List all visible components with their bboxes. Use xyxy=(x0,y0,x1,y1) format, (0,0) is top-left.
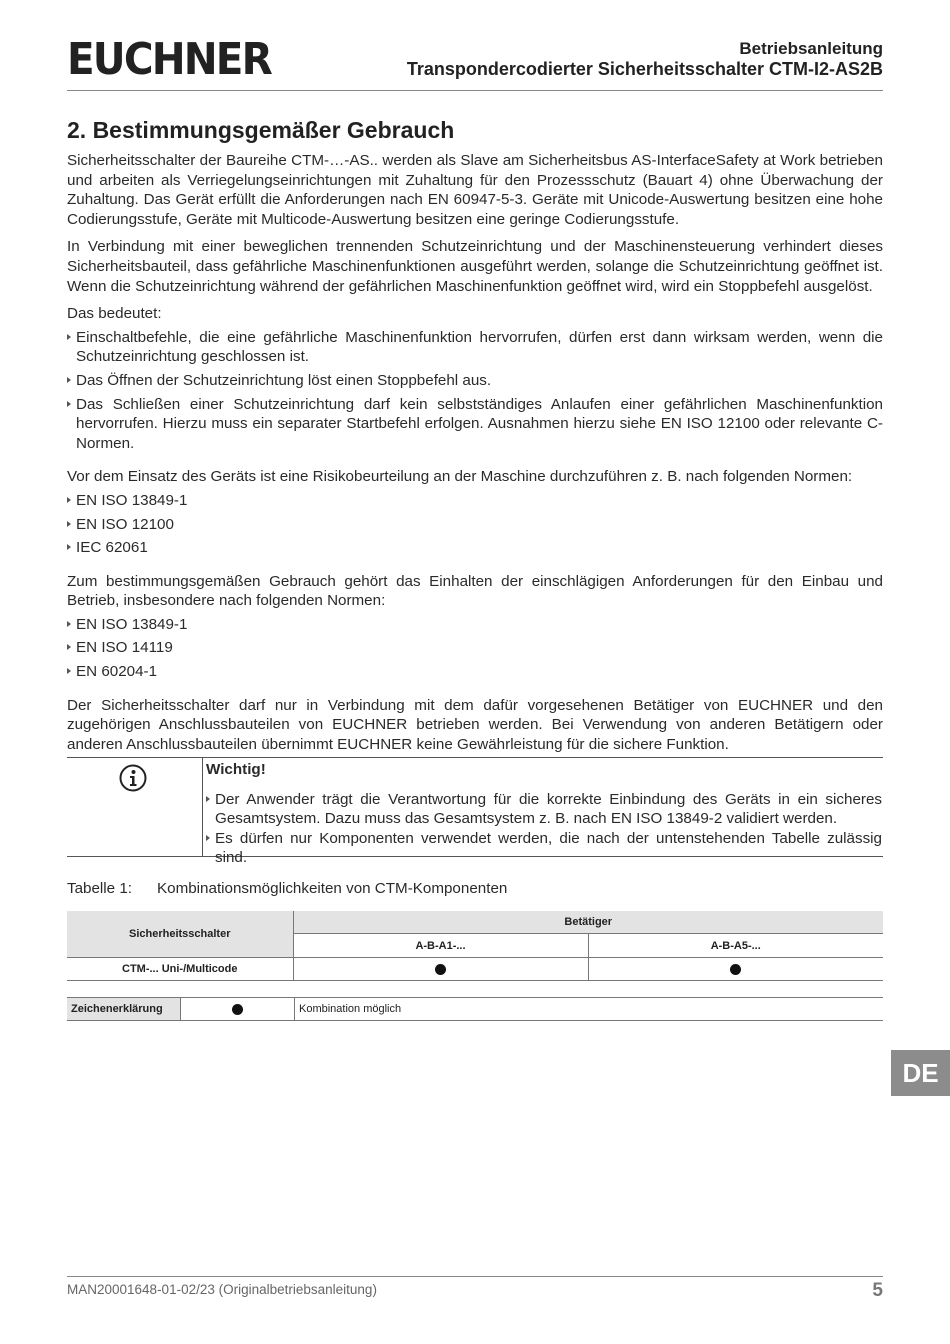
paragraph: Das bedeutet: xyxy=(67,305,162,323)
header-actuator-1: A-B-A1-... xyxy=(293,934,588,958)
list-item: Das Schließen einer Schutzeinrichtung darf kein selbstständiges Anlaufen einer gefährlichen Maschinenfunktion hervorrufen. Hierzu muss ein separater Startbefehl erfolgen. Ausnahmen hierzu siehe EN ISO 12100 oder relevante C-Normen. xyxy=(67,395,883,454)
footer-doc-id: MAN20001648-01-02/23 (Originalbetriebsanleitung) xyxy=(67,1282,377,1297)
notice-icon-cell xyxy=(67,758,203,856)
list-item: EN 60204-1 xyxy=(67,662,883,682)
company-logo: EUCHNER xyxy=(67,34,271,85)
notice-list xyxy=(206,790,882,868)
installation-standards-list xyxy=(67,615,883,682)
legend-table xyxy=(67,997,883,1021)
section-body xyxy=(67,151,883,762)
doc-type: Betriebsanleitung xyxy=(739,39,883,58)
legend-symbol-cell xyxy=(181,998,295,1021)
header-actuator: Betätiger xyxy=(293,911,883,934)
risk-standards-list xyxy=(67,491,883,558)
list-item: Der Anwender trägt die Verantwortung für die korrekte Einbindung des Geräts in ein sicheres Gesamtsystem. Dazu muss das Gesamtsystem z. B. nach EN ISO 13849-2 validiert werden. xyxy=(206,790,882,829)
legend-label: Zeichenerklärung xyxy=(67,998,181,1021)
paragraph: Der Sicherheitsschalter darf nur in Verbindung mit dem dafür vorgesehenen Betätiger von EUCHNER und den zugehörigen Anschlussbauteilen von EUCHNER betrieben werden. Bei Verwendung von anderen Betätigern oder anderen Anschlussbauteilen übernimmt EUCHNER keine Gewährleistung für die sichere Funktion. xyxy=(67,696,883,753)
table-number: Tabelle 1: xyxy=(67,880,133,897)
language-tab[interactable]: DE xyxy=(891,1050,950,1096)
combination-dot xyxy=(730,964,741,975)
header-switch: Sicherheitsschalter xyxy=(67,911,293,958)
section-title: 2. Bestimmungsgemäßer Gebrauch xyxy=(67,117,455,143)
table-caption xyxy=(67,880,507,897)
consequence-list xyxy=(67,328,883,454)
combo-cell-1 xyxy=(293,958,588,981)
paragraph: Zum bestimmungsgemäßen Gebrauch gehört das Einhalten der einschlägigen Anforderungen für den Einbau und Betrieb, insbesondere nach folgenden Normen: xyxy=(67,572,883,610)
list-item: EN ISO 13849-1 xyxy=(67,615,883,635)
header-actuator-2: A-B-A5-... xyxy=(588,934,883,958)
paragraph: In Verbindung mit einer beweglichen trennenden Schutzeinrichtung und der Maschinensteuerung verhindert dieses Sicherheitsbauteil, dass gefährliche Maschinenfunktionen ausgeführt werden, solange die Schutzeinrichtung geöffnet ist. Wenn die Schutzeinrichtung während der gefährlichen Maschinenfunktion geöffnet wird, wird ein Stoppbefehl ausgelöst. xyxy=(67,238,883,295)
row-label: CTM-... Uni-/Multicode xyxy=(67,958,293,981)
table-row xyxy=(67,958,883,981)
footer-divider xyxy=(67,1276,883,1277)
legend-dot xyxy=(232,1004,243,1015)
list-item: Das Öffnen der Schutzeinrichtung löst einen Stoppbefehl aus. xyxy=(67,371,883,391)
list-item: EN ISO 12100 xyxy=(67,515,883,535)
paragraph: Sicherheitsschalter der Baureihe CTM-…-AS.. werden als Slave am Sicherheitsbus AS-InterfaceSafety at Work betrieben und arbeiten als Verriegelungseinrichtungen mit Zuhaltung für den Prozessschutz (Bauart 4) ohne Überwachung der Zuhaltung. Das Gerät erfüllt die Anforderungen nach EN 60947-5-3. Geräte mit Unicode-Auswertung besitzen eine hohe Codierungsstufe, Geräte mit Multicode-Auswertung besitzen eine geringe Codierungsstufe. xyxy=(67,152,883,228)
info-icon xyxy=(119,764,147,792)
list-item: IEC 62061 xyxy=(67,538,883,558)
legend-meaning: Kombination möglich xyxy=(295,998,884,1021)
list-item: EN ISO 13849-1 xyxy=(67,491,883,511)
combo-cell-2 xyxy=(588,958,883,981)
important-notice xyxy=(67,757,883,867)
combination-table xyxy=(67,911,883,981)
combination-dot xyxy=(435,964,446,975)
list-item: Einschaltbefehle, die eine gefährliche Maschinenfunktion hervorrufen, dürfen erst dann wirksam werden, wenn die Schutzeinrichtung geschlossen ist. xyxy=(67,328,883,367)
list-item: Es dürfen nur Komponenten verwendet werden, die nach der untenstehenden Tabelle zulässig sind. xyxy=(206,829,882,868)
doc-title: Transpondercodierter Sicherheitsschalter CTM-I2-AS2B xyxy=(406,59,883,79)
notice-title: Wichtig! xyxy=(206,761,266,778)
notice-content xyxy=(206,760,882,876)
header-divider xyxy=(67,90,883,91)
table-caption-text: Kombinationsmöglichkeiten von CTM-Komponenten xyxy=(157,880,508,897)
page-number: 5 xyxy=(872,1280,883,1301)
list-item: EN ISO 14119 xyxy=(67,638,883,658)
paragraph: Vor dem Einsatz des Geräts ist eine Risikobeurteilung an der Maschine durchzuführen z. B. nach folgenden Normen: xyxy=(67,468,853,486)
document-header xyxy=(407,38,883,80)
